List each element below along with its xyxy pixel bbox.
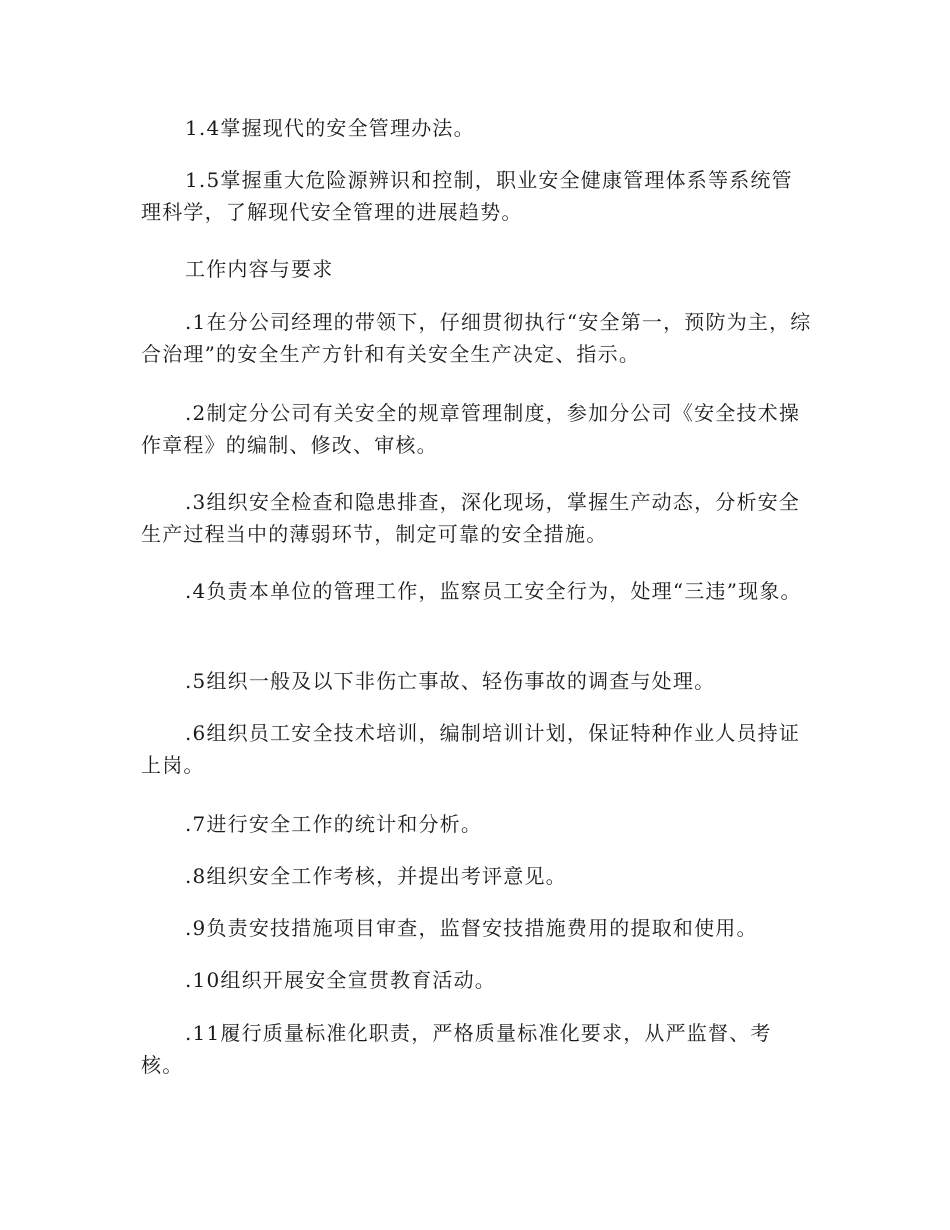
paragraph-1-5: 1.5掌握重大危险源辨识和控制，职业安全健康管理体系等系统管理科学，了解现代安全管理的进展趋势。: [141, 168, 793, 224]
paragraph-item-4: .4负责本单位的管理工作，监察员工安全行为，处理“三违”现象。: [185, 579, 802, 603]
paragraph-item-1: .1在分公司经理的带领下，仔细贯彻执行“安全第一，预防为主，综合治理”的安全生产方针和有关安全生产决定、指示。: [141, 310, 812, 366]
section-heading-work-content: 工作内容与要求: [185, 257, 334, 281]
paragraph-item-10: .10组织开展安全宣贯教育活动。: [185, 968, 497, 992]
paragraph-item-6: .6组织员工安全技术培训，编制培训计划，保证特种作业人员持证上岗。: [141, 721, 801, 777]
paragraph-item-3: .3组织安全检查和隐患排查，深化现场，掌握生产动态，分析安全生产过程当中的薄弱环节，制定可靠的安全措施。: [141, 490, 801, 546]
paragraph-item-9: .9负责安技措施项目审查，监督安技措施费用的提取和使用。: [185, 916, 758, 940]
paragraph-1-4: 1.4掌握现代的安全管理办法。: [185, 116, 475, 140]
paragraph-item-5: .5组织一般及以下非伤亡事故、轻伤事故的调查与处理。: [185, 669, 716, 693]
paragraph-item-8: .8组织安全工作考核，并提出考评意见。: [185, 864, 567, 888]
paragraph-item-2: .2制定分公司有关安全的规章管理制度，参加分公司《安全技术操作章程》的编制、修改、审核。: [141, 401, 801, 457]
paragraph-item-11: .11履行质量标准化职责，严格质量标准化要求，从严监督、考核。: [141, 1021, 772, 1077]
paragraph-item-7: .7进行安全工作的统计和分析。: [185, 812, 483, 836]
